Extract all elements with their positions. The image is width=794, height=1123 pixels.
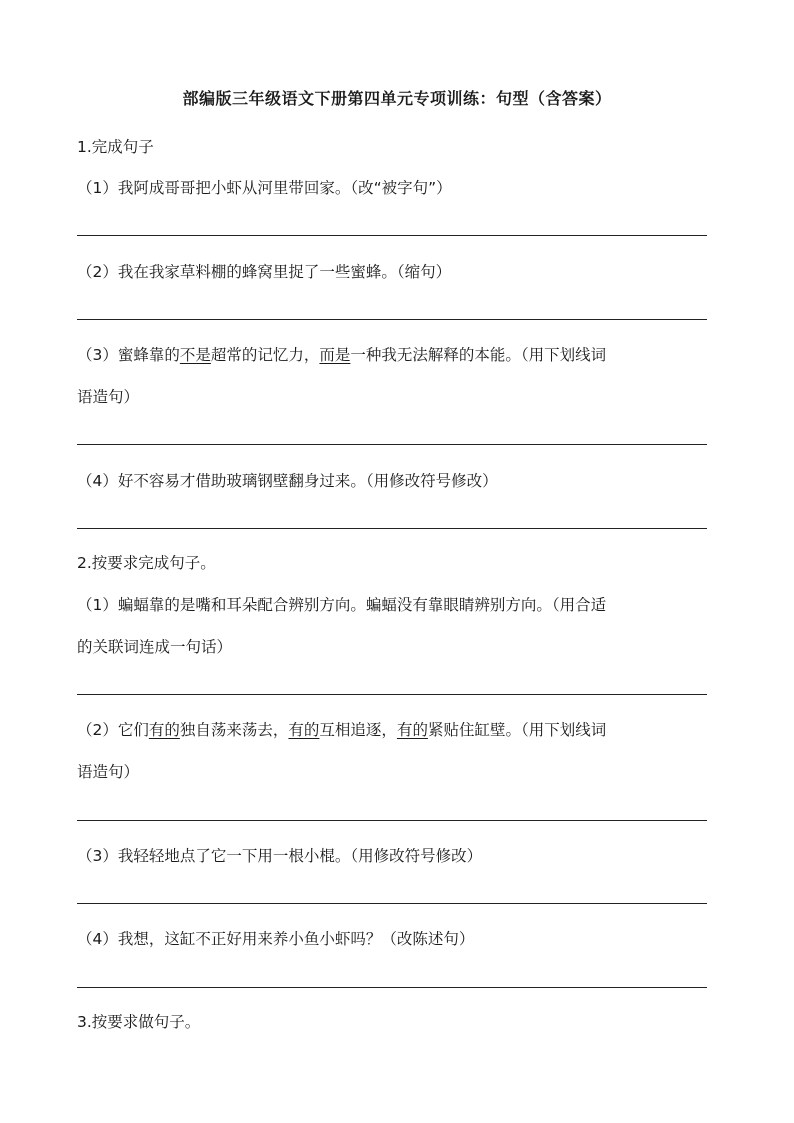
answer-line [77,444,707,445]
answer-line [77,319,707,320]
answer-line [77,528,707,529]
underlined-word: 不是 [179,346,211,364]
section-1-heading: 1.完成句子 [77,138,154,156]
section-2-heading: 2.按要求完成句子。 [77,554,216,572]
underlined-word: 有的 [288,721,320,739]
section-3-heading: 3.按要求做句子。 [77,1013,201,1031]
answer-line [77,820,707,821]
s2-question-3: （3）我轻轻地点了它一下用一根小棍。（用修改符号修改） [77,847,483,865]
answer-line [77,235,707,236]
s2-question-1-cont: 的关联词连成一句话） [77,638,233,656]
underlined-word: 有的 [396,721,428,739]
s1-question-3: （3）蜜蜂靠的不是超常的记忆力，而是一种我无法解释的本能。（用下划线词 [77,346,607,364]
s2-question-1: （1）蝙蝠靠的是嘴和耳朵配合辨别方向。蝙蝠没有靠眼睛辨别方向。（用合适 [77,596,607,614]
s2-question-2-cont: 语造句） [77,763,140,781]
answer-line [77,903,707,904]
s2-question-4: （4）我想，这缸不正好用来养小鱼小虾吗？（改陈述句） [77,930,475,948]
s2-question-2: （2）它们有的独自荡来荡去，有的互相追逐，有的紧贴住缸壁。（用下划线词 [77,721,607,739]
underlined-word: 而是 [319,346,351,364]
s1-question-2: （2）我在我家草料棚的蜂窝里捉了一些蜜蜂。（缩句） [77,263,452,281]
answer-line [77,987,707,988]
s1-question-4: （4）好不容易才借助玻璃钢壁翻身过来。（用修改符号修改） [77,472,498,490]
s1-question-1: （1）我阿成哥哥把小虾从河里带回家。（改“被字句”） [77,179,452,197]
page-title: 部编版三年级语文下册第四单元专项训练：句型（含答案） [182,89,612,108]
answer-line [77,694,707,695]
underlined-word: 有的 [148,721,180,739]
s1-question-3-cont: 语造句） [77,388,140,406]
